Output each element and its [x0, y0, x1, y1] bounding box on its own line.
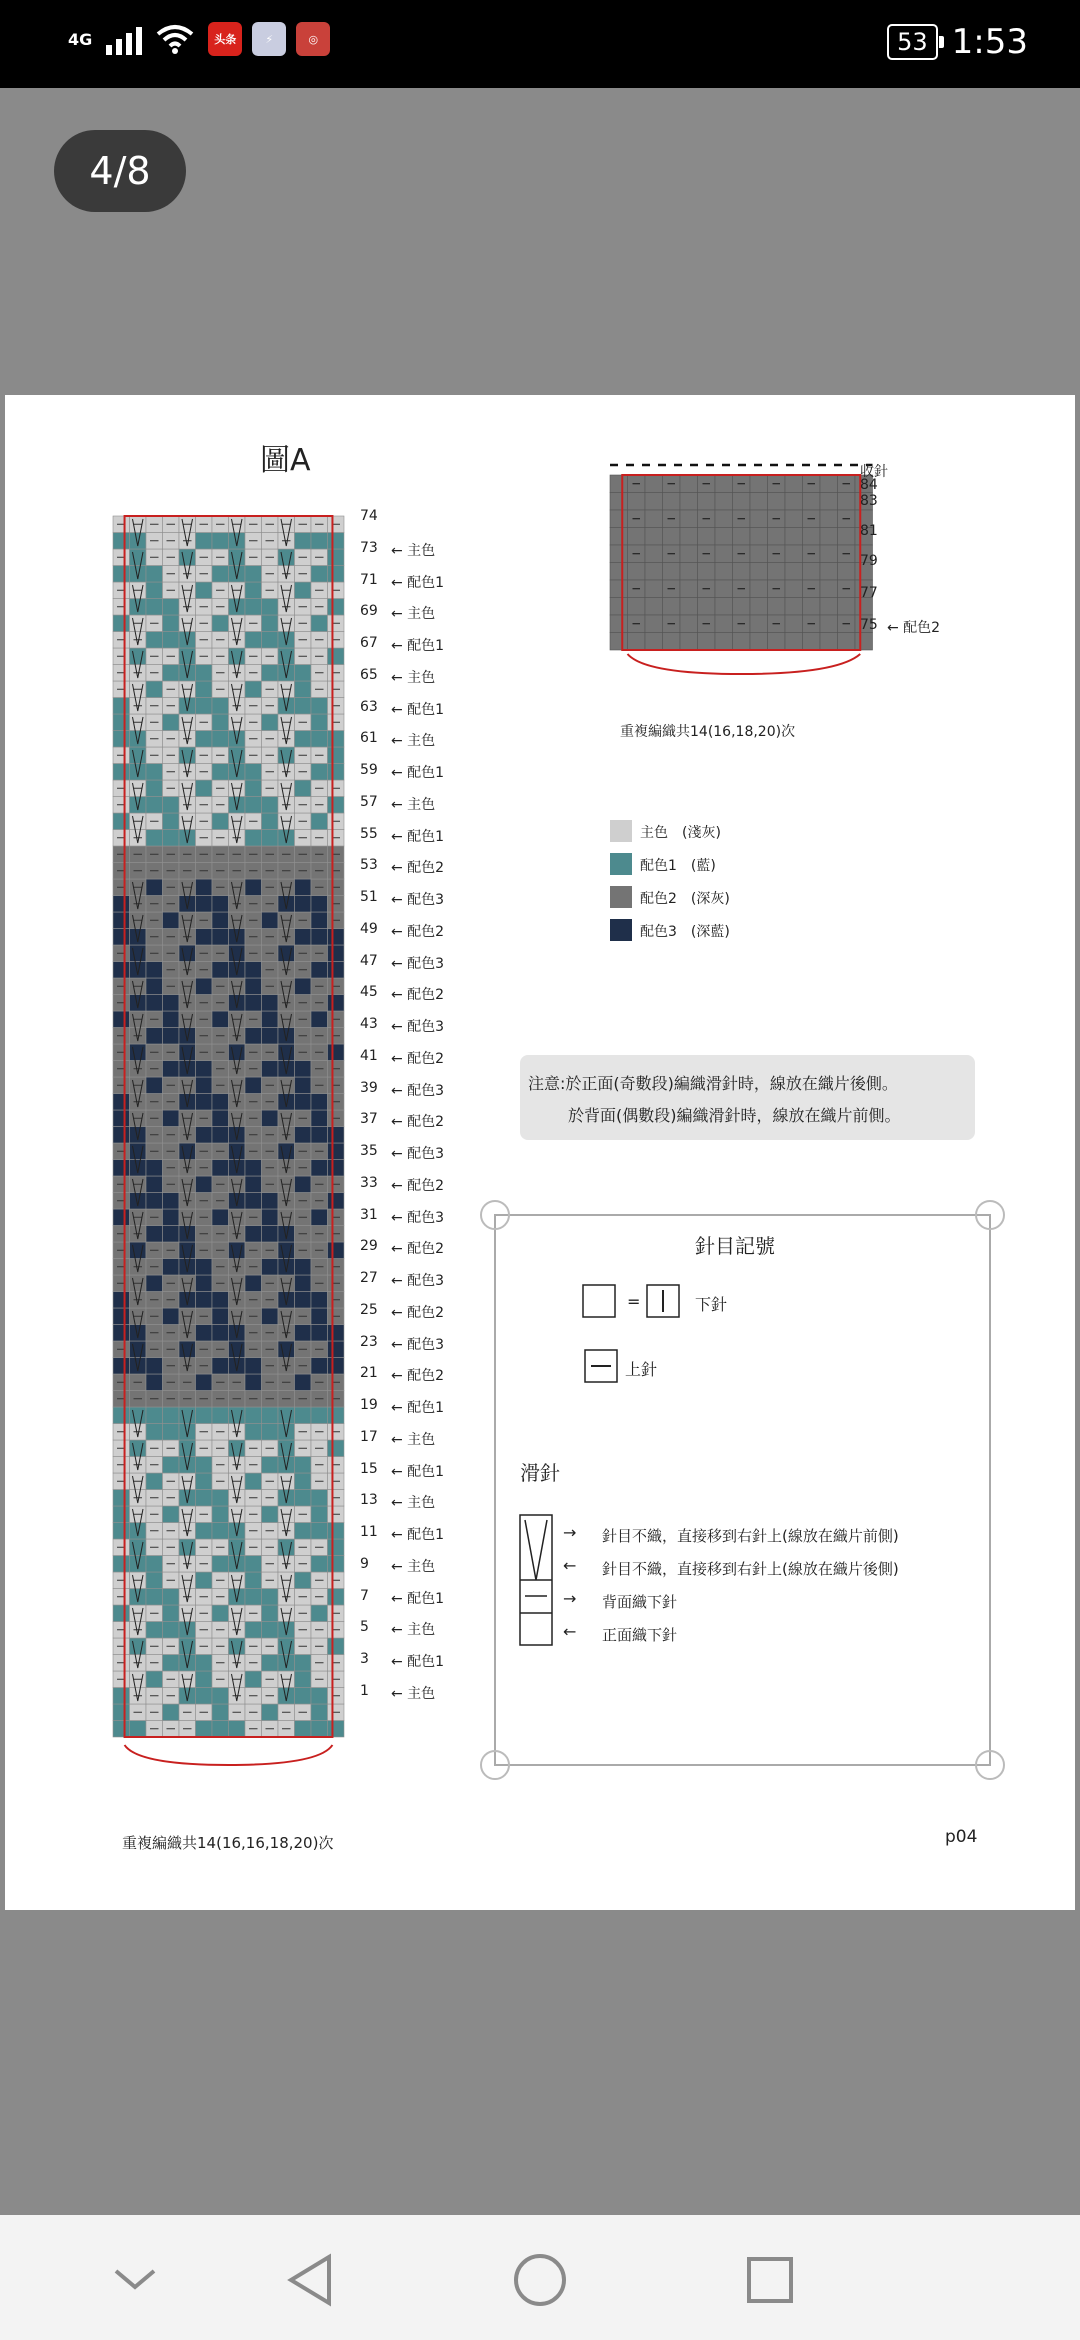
repeat-note-left: 重複編織共14(16,16,18,20)次 [122, 1834, 334, 1852]
row-number-right: 79 [860, 553, 878, 569]
row-number: 5 [360, 1619, 369, 1636]
slip-arrow: ← [563, 1556, 577, 1575]
row-number: 51 [360, 889, 378, 906]
back-icon[interactable] [275, 2245, 345, 2315]
row-number: 59 [360, 762, 378, 779]
purl-label: 上針 [625, 1360, 658, 1379]
row-color-label: ← 配色2 [391, 1114, 445, 1131]
app-red-icon: ◎ [296, 22, 330, 56]
navigation-bar [0, 2215, 1080, 2340]
row-number-right: 77 [860, 585, 878, 601]
flash-icon: ⚡ [252, 22, 286, 56]
home-icon[interactable] [505, 2245, 575, 2315]
row-number: 21 [360, 1365, 378, 1382]
legend-label: 配色3 (深藍) [640, 924, 730, 940]
row-color-label: ← 配色3 [391, 1209, 445, 1226]
row-color-label: ← 配色2 [391, 1368, 445, 1385]
row-number: 19 [360, 1397, 378, 1414]
status-left [68, 22, 330, 56]
row-number-right: 83 [860, 493, 878, 509]
slip-title: 滑針 [520, 1461, 560, 1485]
row-number: 57 [360, 793, 378, 810]
row-number-right: 84 [860, 477, 878, 493]
legend-swatch [610, 886, 632, 908]
legend-label: 主色 (淺灰) [640, 825, 721, 841]
legend-label: 配色2 (深灰) [640, 891, 730, 907]
page-number: p04 [945, 1827, 978, 1847]
row-number: 9 [360, 1555, 369, 1572]
row-number: 53 [360, 857, 378, 874]
slip-line: 正面織下針 [602, 1626, 678, 1644]
row-color-label: ← 主色 [391, 796, 436, 813]
recents-icon[interactable] [735, 2245, 805, 2315]
row-number: 63 [360, 698, 378, 715]
row-color-label: ← 配色2 [391, 1177, 445, 1194]
legend-swatch [610, 919, 632, 941]
status-bar [0, 0, 1080, 88]
row-color-label: ← 配色3 [391, 1019, 445, 1036]
page-indicator: 4/8 [54, 130, 186, 212]
row-number: 13 [360, 1492, 378, 1509]
row-color-label: ← 配色2 [391, 1241, 445, 1258]
note-box [520, 1055, 975, 1140]
row-number: 69 [360, 603, 378, 620]
row-color-label: ← 配色1 [391, 638, 445, 655]
row-color-label: ← 配色2 [391, 1304, 445, 1321]
row-color-label: ← 配色2 [391, 987, 445, 1004]
row-color-label: ← 配色3 [391, 1273, 445, 1290]
row-number: 7 [360, 1587, 369, 1604]
row-color-label: ← 主色 [391, 606, 436, 623]
row-color-label: ← 配色2 [391, 860, 445, 877]
signal-icon [106, 23, 142, 55]
row-color-label: ← 配色1 [391, 1463, 445, 1480]
row-color-label: ← 配色1 [391, 765, 445, 782]
note-line: 注意:於正面(奇數段)編織滑針時，線放在織片後側。 [528, 1074, 898, 1093]
row-number: 73 [360, 539, 378, 556]
row-color-label: ← 配色2 [391, 1050, 445, 1067]
knit-symbol-blank [583, 1285, 615, 1317]
battery-indicator: 53 [887, 24, 938, 60]
row-color-label: ← 主色 [391, 1686, 436, 1702]
equals-sign: = [627, 1292, 641, 1311]
legend-swatch [610, 820, 632, 842]
row-number: 74 [360, 508, 378, 524]
wifi-icon [156, 24, 194, 54]
note-line: 於背面(偶數段)編織滑針時，線放在織片前側。 [568, 1106, 901, 1125]
row-color-label: ← 配色3 [391, 955, 445, 972]
slip-arrow: → [563, 1589, 577, 1608]
row-number: 39 [360, 1079, 378, 1096]
slip-line: 背面織下針 [602, 1593, 678, 1611]
row-color-label: ← 配色1 [391, 574, 445, 591]
slip-line: 針目不織，直接移到右針上(線放在織片後側) [602, 1560, 899, 1578]
row-number: 33 [360, 1174, 378, 1191]
document-page[interactable] [5, 395, 1075, 1910]
row-number: 47 [360, 952, 378, 969]
row-number: 67 [360, 635, 378, 652]
row-number: 41 [360, 1047, 378, 1064]
row-color-label: ← 配色1 [391, 1654, 445, 1671]
symbol-box [495, 1215, 990, 1765]
row-number: 3 [360, 1651, 369, 1668]
row-color-label: ← 主色 [391, 1431, 436, 1448]
row-number: 17 [360, 1428, 378, 1445]
legend-label: 配色1 (藍) [640, 858, 716, 874]
row-color-label: ← 主色 [391, 1622, 436, 1639]
symbols-title: 針目記號 [695, 1234, 775, 1258]
slip-arrow: ← [563, 1622, 577, 1641]
row-number: 23 [360, 1333, 378, 1350]
row-color-label: ← 配色3 [391, 1146, 445, 1163]
bind-off-label: 收針 [860, 464, 888, 480]
toutiao-icon: 头条 [208, 22, 242, 56]
row-number-right: 75 [860, 617, 878, 633]
row-number: 71 [360, 571, 378, 588]
repeat-bracket-left [125, 1745, 333, 1765]
row-number: 31 [360, 1206, 378, 1223]
row-color-label: ← 配色3 [391, 892, 445, 909]
row-number: 55 [360, 825, 378, 842]
row-color-label: ← 配色1 [391, 1527, 445, 1544]
row-color-label: ← 配色1 [391, 701, 445, 718]
row-color-right: ← 配色2 [887, 620, 941, 636]
row-color-label: ← 配色3 [391, 1082, 445, 1099]
row-color-label: ← 主色 [391, 1495, 436, 1512]
row-number: 15 [360, 1460, 378, 1477]
repeat-bracket-right [628, 654, 861, 674]
chart-title: 圖A [260, 443, 311, 478]
clock: 1:53 [951, 22, 1028, 62]
row-number: 29 [360, 1238, 378, 1255]
row-number: 11 [360, 1524, 378, 1541]
legend-swatch [610, 853, 632, 875]
status-right [887, 22, 1028, 62]
row-number: 1 [360, 1683, 369, 1699]
knit-label: 下針 [695, 1295, 728, 1314]
row-number: 65 [360, 666, 378, 683]
row-number: 61 [360, 730, 378, 747]
slip-arrow: → [563, 1523, 577, 1542]
row-color-label: ← 配色1 [391, 1400, 445, 1417]
row-color-label: ← 主色 [391, 669, 436, 686]
row-number: 45 [360, 984, 378, 1001]
row-number: 25 [360, 1301, 378, 1318]
row-number: 27 [360, 1270, 378, 1287]
row-color-label: ← 主色 [391, 1558, 436, 1575]
row-color-label: ← 配色2 [391, 923, 445, 940]
row-number: 35 [360, 1143, 378, 1160]
row-color-label: ← 主色 [391, 542, 436, 559]
chevron-down-icon[interactable] [100, 2245, 170, 2315]
row-color-label: ← 主色 [391, 733, 436, 750]
row-color-label: ← 配色1 [391, 1590, 445, 1607]
row-number: 49 [360, 920, 378, 937]
row-number: 37 [360, 1111, 378, 1128]
row-number: 43 [360, 1016, 378, 1033]
slip-line: 針目不織，直接移到右針上(線放在織片前側) [602, 1527, 899, 1545]
row-number-right: 81 [860, 523, 878, 539]
row-color-label: ← 配色1 [391, 828, 445, 845]
row-color-label: ← 配色3 [391, 1336, 445, 1353]
network-type: 4G [68, 29, 93, 49]
repeat-note-right: 重複編織共14(16,18,20)次 [620, 724, 796, 740]
